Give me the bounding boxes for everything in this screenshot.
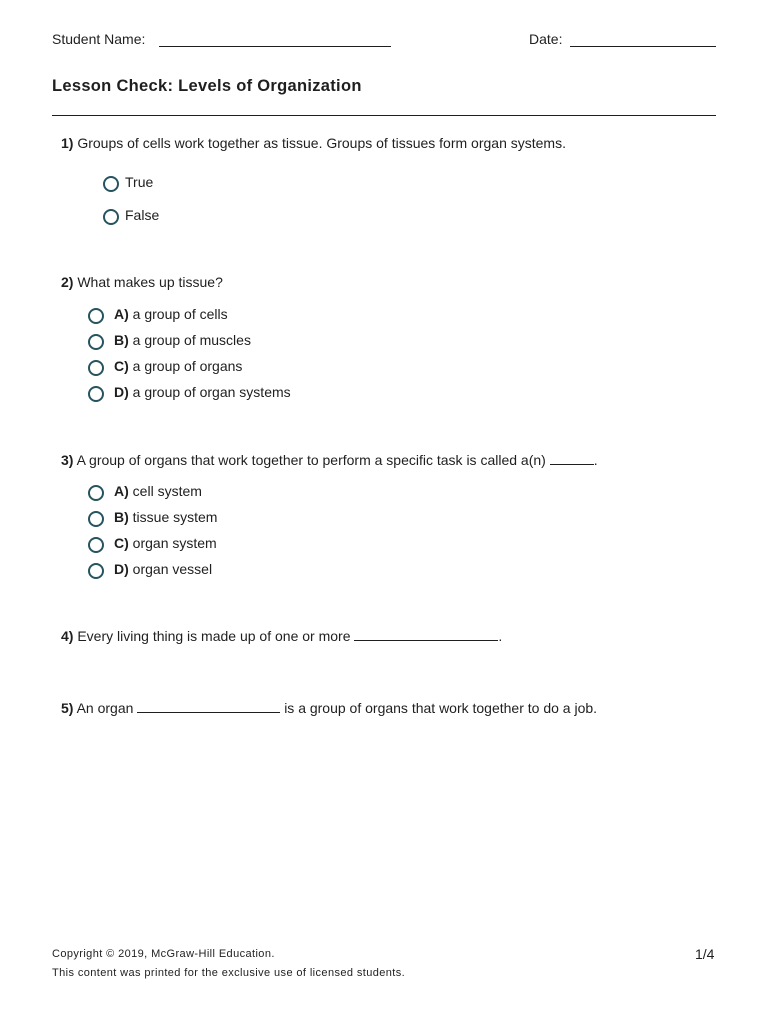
choice-label: tissue system (132, 509, 218, 525)
choice-label: a group of muscles (132, 332, 251, 348)
copyright-text: Copyright © 2019, McGraw-Hill Education. (52, 948, 275, 960)
choice-d[interactable] (88, 383, 388, 403)
choice-label: cell system (132, 483, 202, 499)
choice-a[interactable] (88, 305, 388, 325)
choice-c[interactable] (88, 357, 388, 377)
choice-false[interactable] (103, 206, 303, 226)
question-number: 4) (61, 628, 74, 644)
choice-letter: C) (114, 358, 129, 374)
choice-label: organ vessel (132, 561, 213, 577)
radio-button[interactable] (88, 386, 104, 402)
license-note: This content was printed for the exclusive use of licensed students. (52, 967, 406, 979)
student-name-label: Student Name: (52, 31, 146, 47)
choice-true[interactable] (103, 173, 303, 193)
radio-button[interactable] (88, 360, 104, 376)
radio-button[interactable] (88, 563, 104, 579)
choice-letter: A) (114, 306, 129, 322)
choice-letter: B) (114, 332, 129, 348)
choice-d[interactable] (88, 560, 388, 580)
question-2 (61, 273, 223, 291)
choice-b[interactable] (88, 331, 388, 351)
question-text: Groups of cells work together as tissue. Groups of tissues form organ systems. (77, 135, 566, 151)
radio-button[interactable] (88, 537, 104, 553)
choice-label: a group of cells (132, 306, 228, 322)
choice-letter: D) (114, 384, 129, 400)
radio-button[interactable] (88, 485, 104, 501)
answer-blank[interactable] (137, 699, 280, 713)
date-label: Date: (529, 31, 563, 47)
question-number: 3) (61, 452, 74, 468)
question-text-end: is a group of organs that work together to do a job. (284, 700, 598, 716)
choice-letter: A) (114, 483, 129, 499)
question-text: What makes up tissue? (77, 274, 223, 290)
question-3 (61, 451, 598, 469)
title-divider (52, 115, 716, 116)
question-text-end: . (593, 452, 598, 468)
answer-blank[interactable] (354, 627, 498, 641)
choice-label: True (125, 174, 154, 190)
radio-button[interactable] (103, 209, 119, 225)
question-text: A group of organs that work together to perform a specific task is called a(n) (76, 452, 546, 468)
choice-label: organ system (132, 535, 217, 551)
question-number: 1) (61, 135, 74, 151)
question-text-end: . (498, 628, 503, 644)
question-number: 2) (61, 274, 74, 290)
radio-button[interactable] (88, 511, 104, 527)
choice-letter: C) (114, 535, 129, 551)
choice-label: a group of organs (132, 358, 243, 374)
choice-c[interactable] (88, 534, 388, 554)
question-text: An organ (76, 700, 134, 716)
radio-button[interactable] (88, 308, 104, 324)
choice-a[interactable] (88, 482, 388, 502)
page-number: 1/4 (695, 946, 715, 962)
question-text: Every living thing is made up of one or more (77, 628, 351, 644)
radio-button[interactable] (103, 176, 119, 192)
question-1 (61, 134, 566, 152)
question-number: 5) (61, 700, 74, 716)
radio-button[interactable] (88, 334, 104, 350)
choice-letter: B) (114, 509, 129, 525)
header-row (52, 31, 716, 51)
choice-label: False (125, 207, 160, 223)
question-4 (61, 627, 502, 645)
choice-label: a group of organ systems (132, 384, 291, 400)
answer-blank[interactable] (550, 451, 594, 465)
choice-b[interactable] (88, 508, 388, 528)
date-field[interactable] (570, 46, 716, 47)
choice-letter: D) (114, 561, 129, 577)
question-5 (61, 699, 597, 717)
student-name-field[interactable] (159, 46, 391, 47)
page-title: Lesson Check: Levels of Organization (52, 77, 362, 95)
